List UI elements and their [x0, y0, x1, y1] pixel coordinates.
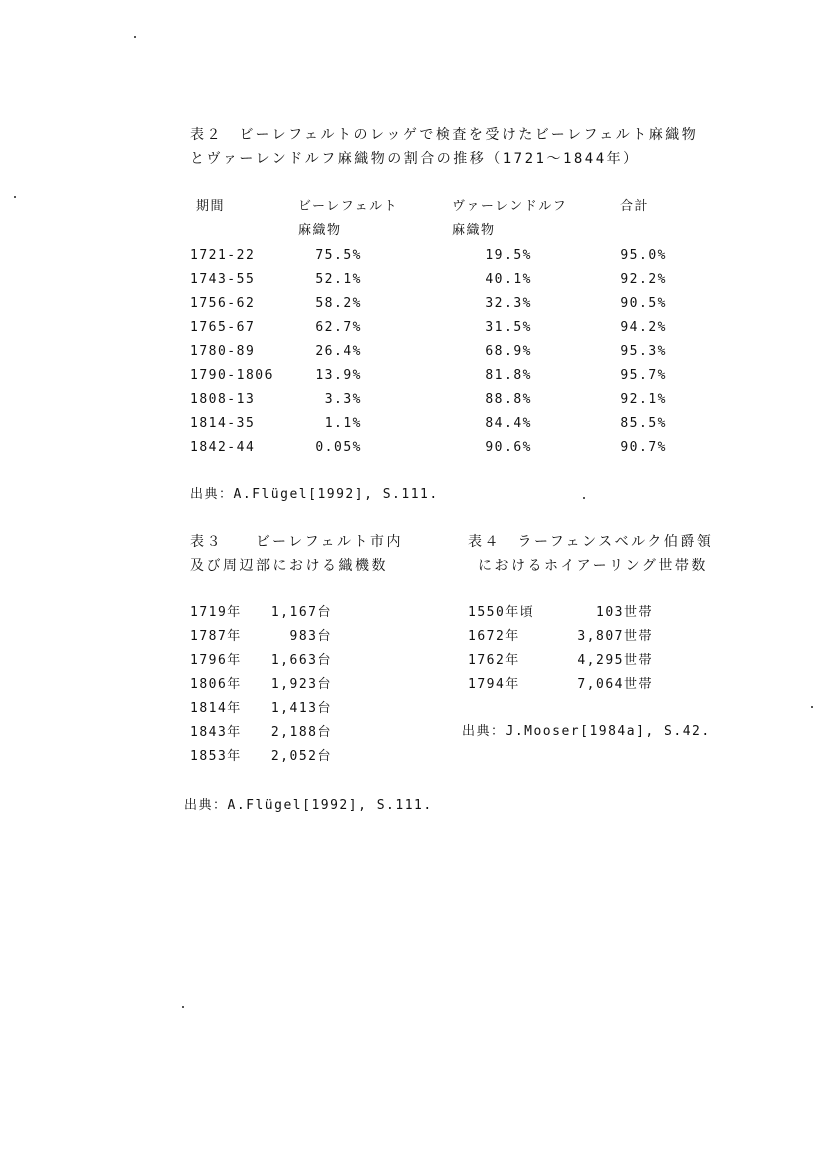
table3-value: 983台 [289, 629, 332, 644]
table2-header-total: 合計 [620, 199, 650, 214]
table2-header-warendorf: ヴァーレンドルフ [452, 199, 568, 214]
scan-speck [811, 706, 813, 708]
table3-year: 1796年 [190, 653, 242, 668]
table3-year: 1843年 [190, 725, 242, 740]
table2-header-bielefeld: ビーレフェルト [298, 199, 399, 214]
table4-year: 1794年 [468, 677, 520, 692]
table2-total: 94.2% [620, 320, 667, 335]
scan-speck [14, 196, 16, 198]
table2-bielefeld: 75.5% [315, 248, 362, 263]
table4-value: 4,295世帯 [577, 653, 653, 668]
table2-total: 95.7% [620, 368, 667, 383]
table3-year: 1806年 [190, 677, 242, 692]
table4-title-line2: におけるホイアーリング世帯数 [478, 558, 708, 574]
table2-warendorf: 19.5% [485, 248, 532, 263]
table2-total: 95.0% [620, 248, 667, 263]
table3-value: 2,052台 [270, 749, 332, 764]
table3-year: 1814年 [190, 701, 242, 716]
table2-bielefeld: 58.2% [315, 296, 362, 311]
table2-warendorf: 68.9% [485, 344, 532, 359]
table2-total: 90.5% [620, 296, 667, 311]
table2-period: 1721-22 [190, 248, 256, 263]
table3-source: 出典：A.Flügel[1992], S.111. [184, 798, 433, 813]
table3-title-line1: 表３ ビーレフェルト市内 [190, 534, 403, 550]
table4-title-line1: 表４ ラーフェンスベルク伯爵領 [468, 534, 714, 550]
scan-speck [182, 1006, 184, 1008]
table2-header-period: 期間 [196, 199, 226, 214]
table2-source: 出典：A.Flügel[1992], S.111. [190, 487, 439, 502]
table3-value: 2,188台 [270, 725, 332, 740]
table2-warendorf: 81.8% [485, 368, 532, 383]
table4-value: 3,807世帯 [577, 629, 653, 644]
table2-warendorf: 88.8% [485, 392, 532, 407]
table2-period: 1814-35 [190, 416, 256, 431]
table2-period: 1780-89 [190, 344, 256, 359]
table3-value: 1,923台 [270, 677, 332, 692]
table2-warendorf: 90.6% [485, 440, 532, 455]
table2-title-line2: とヴァーレンドルフ麻織物の割合の推移（1721～1844年） [190, 151, 640, 167]
table3-title-line2: 及び周辺部における織機数 [190, 558, 388, 574]
table3-year: 1853年 [190, 749, 242, 764]
table2-bielefeld: 3.3% [324, 392, 362, 407]
table2-bielefeld: 62.7% [315, 320, 362, 335]
table2-warendorf: 40.1% [485, 272, 532, 287]
table2-total: 92.2% [620, 272, 667, 287]
table2-total: 92.1% [620, 392, 667, 407]
table4-source: 出典：J.Mooser[1984a], S.42. [462, 724, 711, 739]
table2-total: 95.3% [620, 344, 667, 359]
table2-total: 85.5% [620, 416, 667, 431]
table2-period: 1808-13 [190, 392, 256, 407]
table2-warendorf: 31.5% [485, 320, 532, 335]
scan-speck [583, 497, 585, 499]
table4-year: 1550年頃 [468, 605, 535, 620]
table3-year: 1719年 [190, 605, 242, 620]
table2-period: 1756-62 [190, 296, 256, 311]
table2-header-bielefeld-sub: 麻織物 [298, 223, 342, 238]
table2-bielefeld: 1.1% [324, 416, 362, 431]
table4-value: 103世帯 [596, 605, 653, 620]
table2-bielefeld: 0.05% [315, 440, 362, 455]
table3-value: 1,413台 [270, 701, 332, 716]
table4-year: 1762年 [468, 653, 520, 668]
table2-total: 90.7% [620, 440, 667, 455]
table2-period: 1765-67 [190, 320, 256, 335]
table2-header-warendorf-sub: 麻織物 [452, 223, 496, 238]
table4-value: 7,064世帯 [577, 677, 653, 692]
table2-bielefeld: 26.4% [315, 344, 362, 359]
table3-value: 1,663台 [270, 653, 332, 668]
table2-title-line1: 表２ ビーレフェルトのレッゲで検査を受けたビーレフェルト麻織物 [190, 127, 699, 143]
table2-bielefeld: 52.1% [315, 272, 362, 287]
table4-year: 1672年 [468, 629, 520, 644]
table2-period: 1790-1806 [190, 368, 274, 383]
table3-year: 1787年 [190, 629, 242, 644]
table2-period: 1842-44 [190, 440, 256, 455]
table2-warendorf: 32.3% [485, 296, 532, 311]
table3-value: 1,167台 [270, 605, 332, 620]
table2-period: 1743-55 [190, 272, 256, 287]
table2-warendorf: 84.4% [485, 416, 532, 431]
table2-bielefeld: 13.9% [315, 368, 362, 383]
scan-speck [134, 36, 136, 38]
